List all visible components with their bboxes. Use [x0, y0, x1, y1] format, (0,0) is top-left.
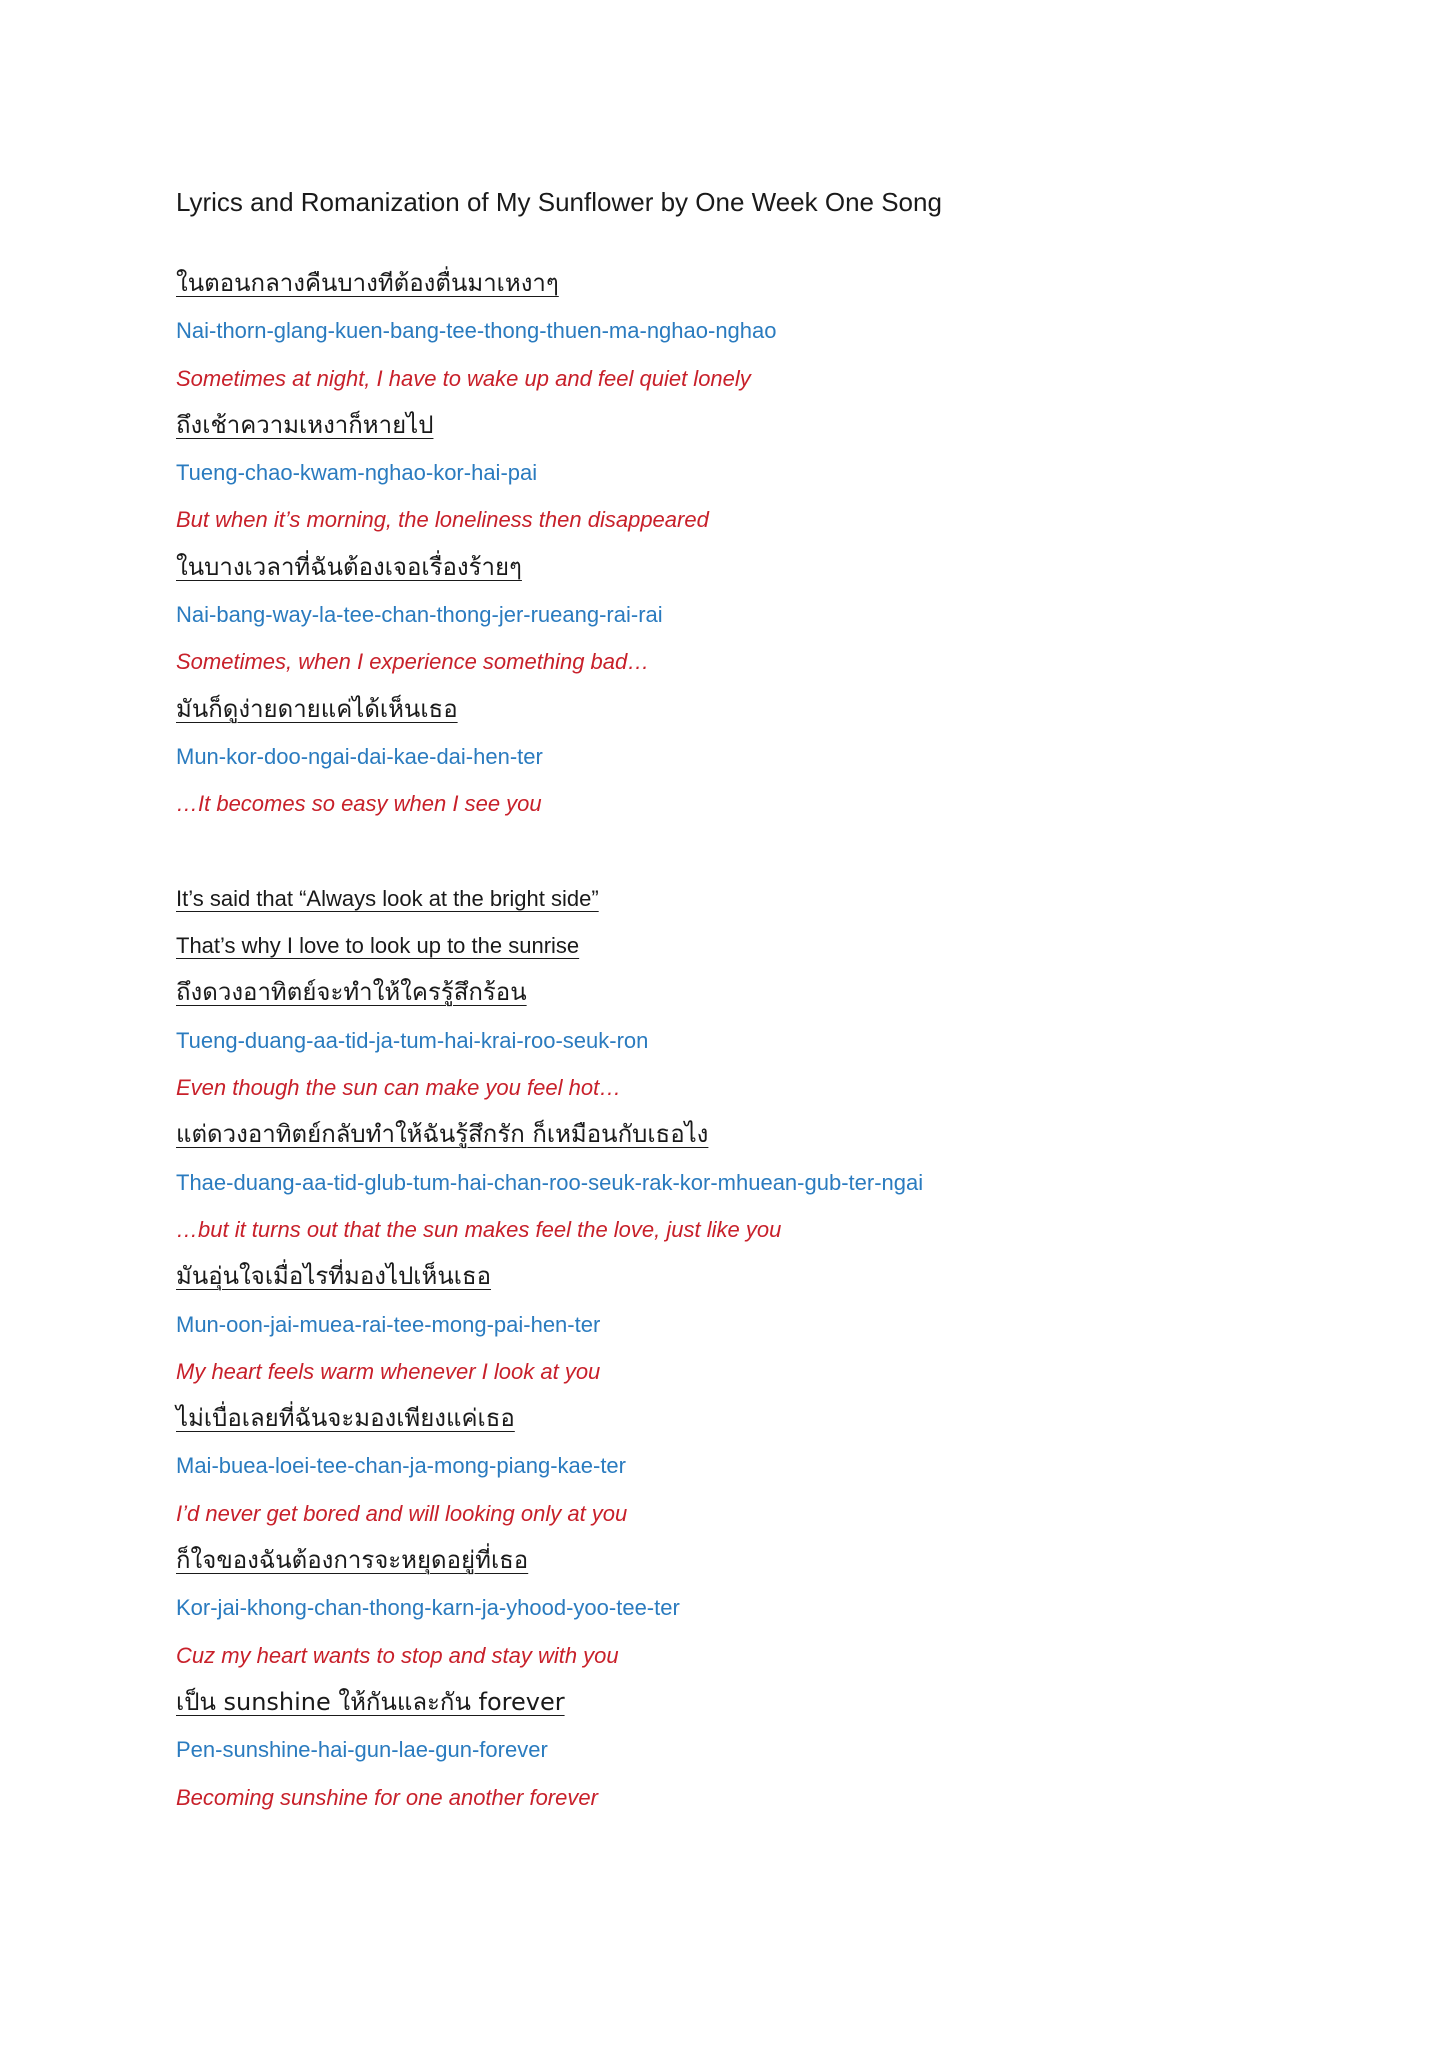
thai-lyric-line-text: เป็น sunshine ให้กันและกัน forever — [176, 1687, 565, 1716]
thai-lyric-line — [176, 260, 1326, 307]
translation-line — [176, 1774, 1326, 1821]
translation-line-text: …It becomes so easy when I see you — [176, 791, 542, 817]
romanization-line — [176, 307, 1326, 354]
translation-line-text: Sometimes, when I experience something bad… — [176, 649, 650, 675]
english-lyric-line-text: That’s why I love to look up to the sunrise — [176, 933, 580, 959]
thai-lyric-line — [176, 1537, 1326, 1584]
thai-lyric-line-text: มันก็ดูง่ายดายแค่ได้เห็นเธอ — [176, 694, 458, 723]
romanization-line-text: Tueng-chao-kwam-nghao-kor-hai-pai — [176, 460, 538, 486]
romanization-line-text: Nai-bang-way-la-tee-chan-thong-jer-rueang-rai-rai — [176, 602, 663, 628]
translation-line — [176, 1632, 1326, 1679]
romanization-line — [176, 1442, 1326, 1489]
romanization-line — [176, 591, 1326, 638]
romanization-line-text: Nai-thorn-glang-kuen-bang-tee-thong-thuen-ma-nghao-nghao — [176, 318, 777, 344]
romanization-line-text: Pen-sunshine-hai-gun-lae-gun-forever — [176, 1737, 548, 1763]
translation-line — [176, 355, 1326, 402]
translation-line-text: My heart feels warm whenever I look at you — [176, 1358, 601, 1384]
translation-line — [176, 496, 1326, 543]
translation-line — [176, 780, 1326, 827]
translation-line — [176, 638, 1326, 685]
translation-line-text: But when it’s morning, the loneliness then disappeared — [176, 507, 709, 533]
translation-line-text: I’d never get bored and will looking only at you — [176, 1500, 628, 1526]
romanization-line-text: Mun-kor-doo-ngai-dai-kae-dai-hen-ter — [176, 743, 543, 769]
thai-lyric-line — [176, 969, 1326, 1016]
thai-lyric-line — [176, 1253, 1326, 1300]
english-lyric-line — [176, 922, 1326, 969]
thai-lyric-line-text: แต่ดวงอาทิตย์กลับทำให้ฉันรู้สึกรัก ก็เหมือนกับเธอไง — [176, 1120, 709, 1149]
thai-lyric-line — [176, 1679, 1326, 1726]
thai-lyric-line — [176, 686, 1326, 733]
romanization-line — [176, 1159, 1326, 1206]
thai-lyric-line — [176, 402, 1326, 449]
translation-line-text: …but it turns out that the sun makes feel the love, just like you — [176, 1216, 782, 1242]
stanza-gap — [176, 828, 1326, 875]
romanization-line-text: Mai-buea-loei-tee-chan-ja-mong-piang-kae-ter — [176, 1453, 626, 1479]
romanization-line-text: Mun-oon-jai-muea-rai-tee-mong-pai-hen-ter — [176, 1311, 601, 1337]
romanization-line-text: Kor-jai-khong-chan-thong-karn-ja-yhood-yoo-tee-ter — [176, 1595, 680, 1621]
romanization-line — [176, 1301, 1326, 1348]
translation-line — [176, 1064, 1326, 1111]
english-lyric-line — [176, 875, 1326, 922]
thai-lyric-line-text: ในบางเวลาที่ฉันต้องเจอเรื่องร้ายๆ — [176, 552, 522, 581]
romanization-line — [176, 1726, 1326, 1773]
romanization-line-text: Tueng-duang-aa-tid-ja-tum-hai-krai-roo-seuk-ron — [176, 1027, 649, 1053]
translation-line-text: Sometimes at night, I have to wake up and feel quiet lonely — [176, 365, 751, 391]
thai-lyric-line — [176, 1395, 1326, 1442]
thai-lyric-line — [176, 544, 1326, 591]
romanization-line — [176, 733, 1326, 780]
translation-line-text: Even though the sun can make you feel hot… — [176, 1075, 622, 1101]
lyrics-body — [176, 260, 1326, 1821]
translation-line-text: Cuz my heart wants to stop and stay with you — [176, 1642, 619, 1668]
romanization-line — [176, 449, 1326, 496]
thai-lyric-line-text: ก็ใจของฉันต้องการจะหยุดอยู่ที่เธอ — [176, 1546, 529, 1575]
thai-lyric-line-text: ถึงดวงอาทิตย์จะทำให้ใครรู้สึกร้อน — [176, 978, 527, 1007]
document-title: Lyrics and Romanization of My Sunflower by One Week One Song — [176, 187, 942, 217]
translation-line — [176, 1206, 1326, 1253]
translation-line — [176, 1348, 1326, 1395]
translation-line — [176, 1490, 1326, 1537]
romanization-line-text: Thae-duang-aa-tid-glub-tum-hai-chan-roo-seuk-rak-kor-mhuean-gub-ter-ngai — [176, 1169, 924, 1195]
translation-line-text: Becoming sunshine for one another forever — [176, 1784, 598, 1810]
thai-lyric-line-text: ถึงเช้าความเหงาก็หายไป — [176, 410, 434, 439]
thai-lyric-line-text: มันอุ่นใจเมื่อไรที่มองไปเห็นเธอ — [176, 1262, 491, 1291]
english-lyric-line-text: It’s said that “Always look at the bright side” — [176, 885, 599, 911]
thai-lyric-line-text: ไม่เบื่อเลยที่ฉันจะมองเพียงแค่เธอ — [176, 1404, 515, 1433]
romanization-line — [176, 1017, 1326, 1064]
thai-lyric-line — [176, 1111, 1326, 1158]
romanization-line — [176, 1584, 1326, 1631]
thai-lyric-line-text: ในตอนกลางคืนบางทีต้องตื่นมาเหงาๆ — [176, 269, 559, 297]
document-page — [176, 184, 1326, 1821]
